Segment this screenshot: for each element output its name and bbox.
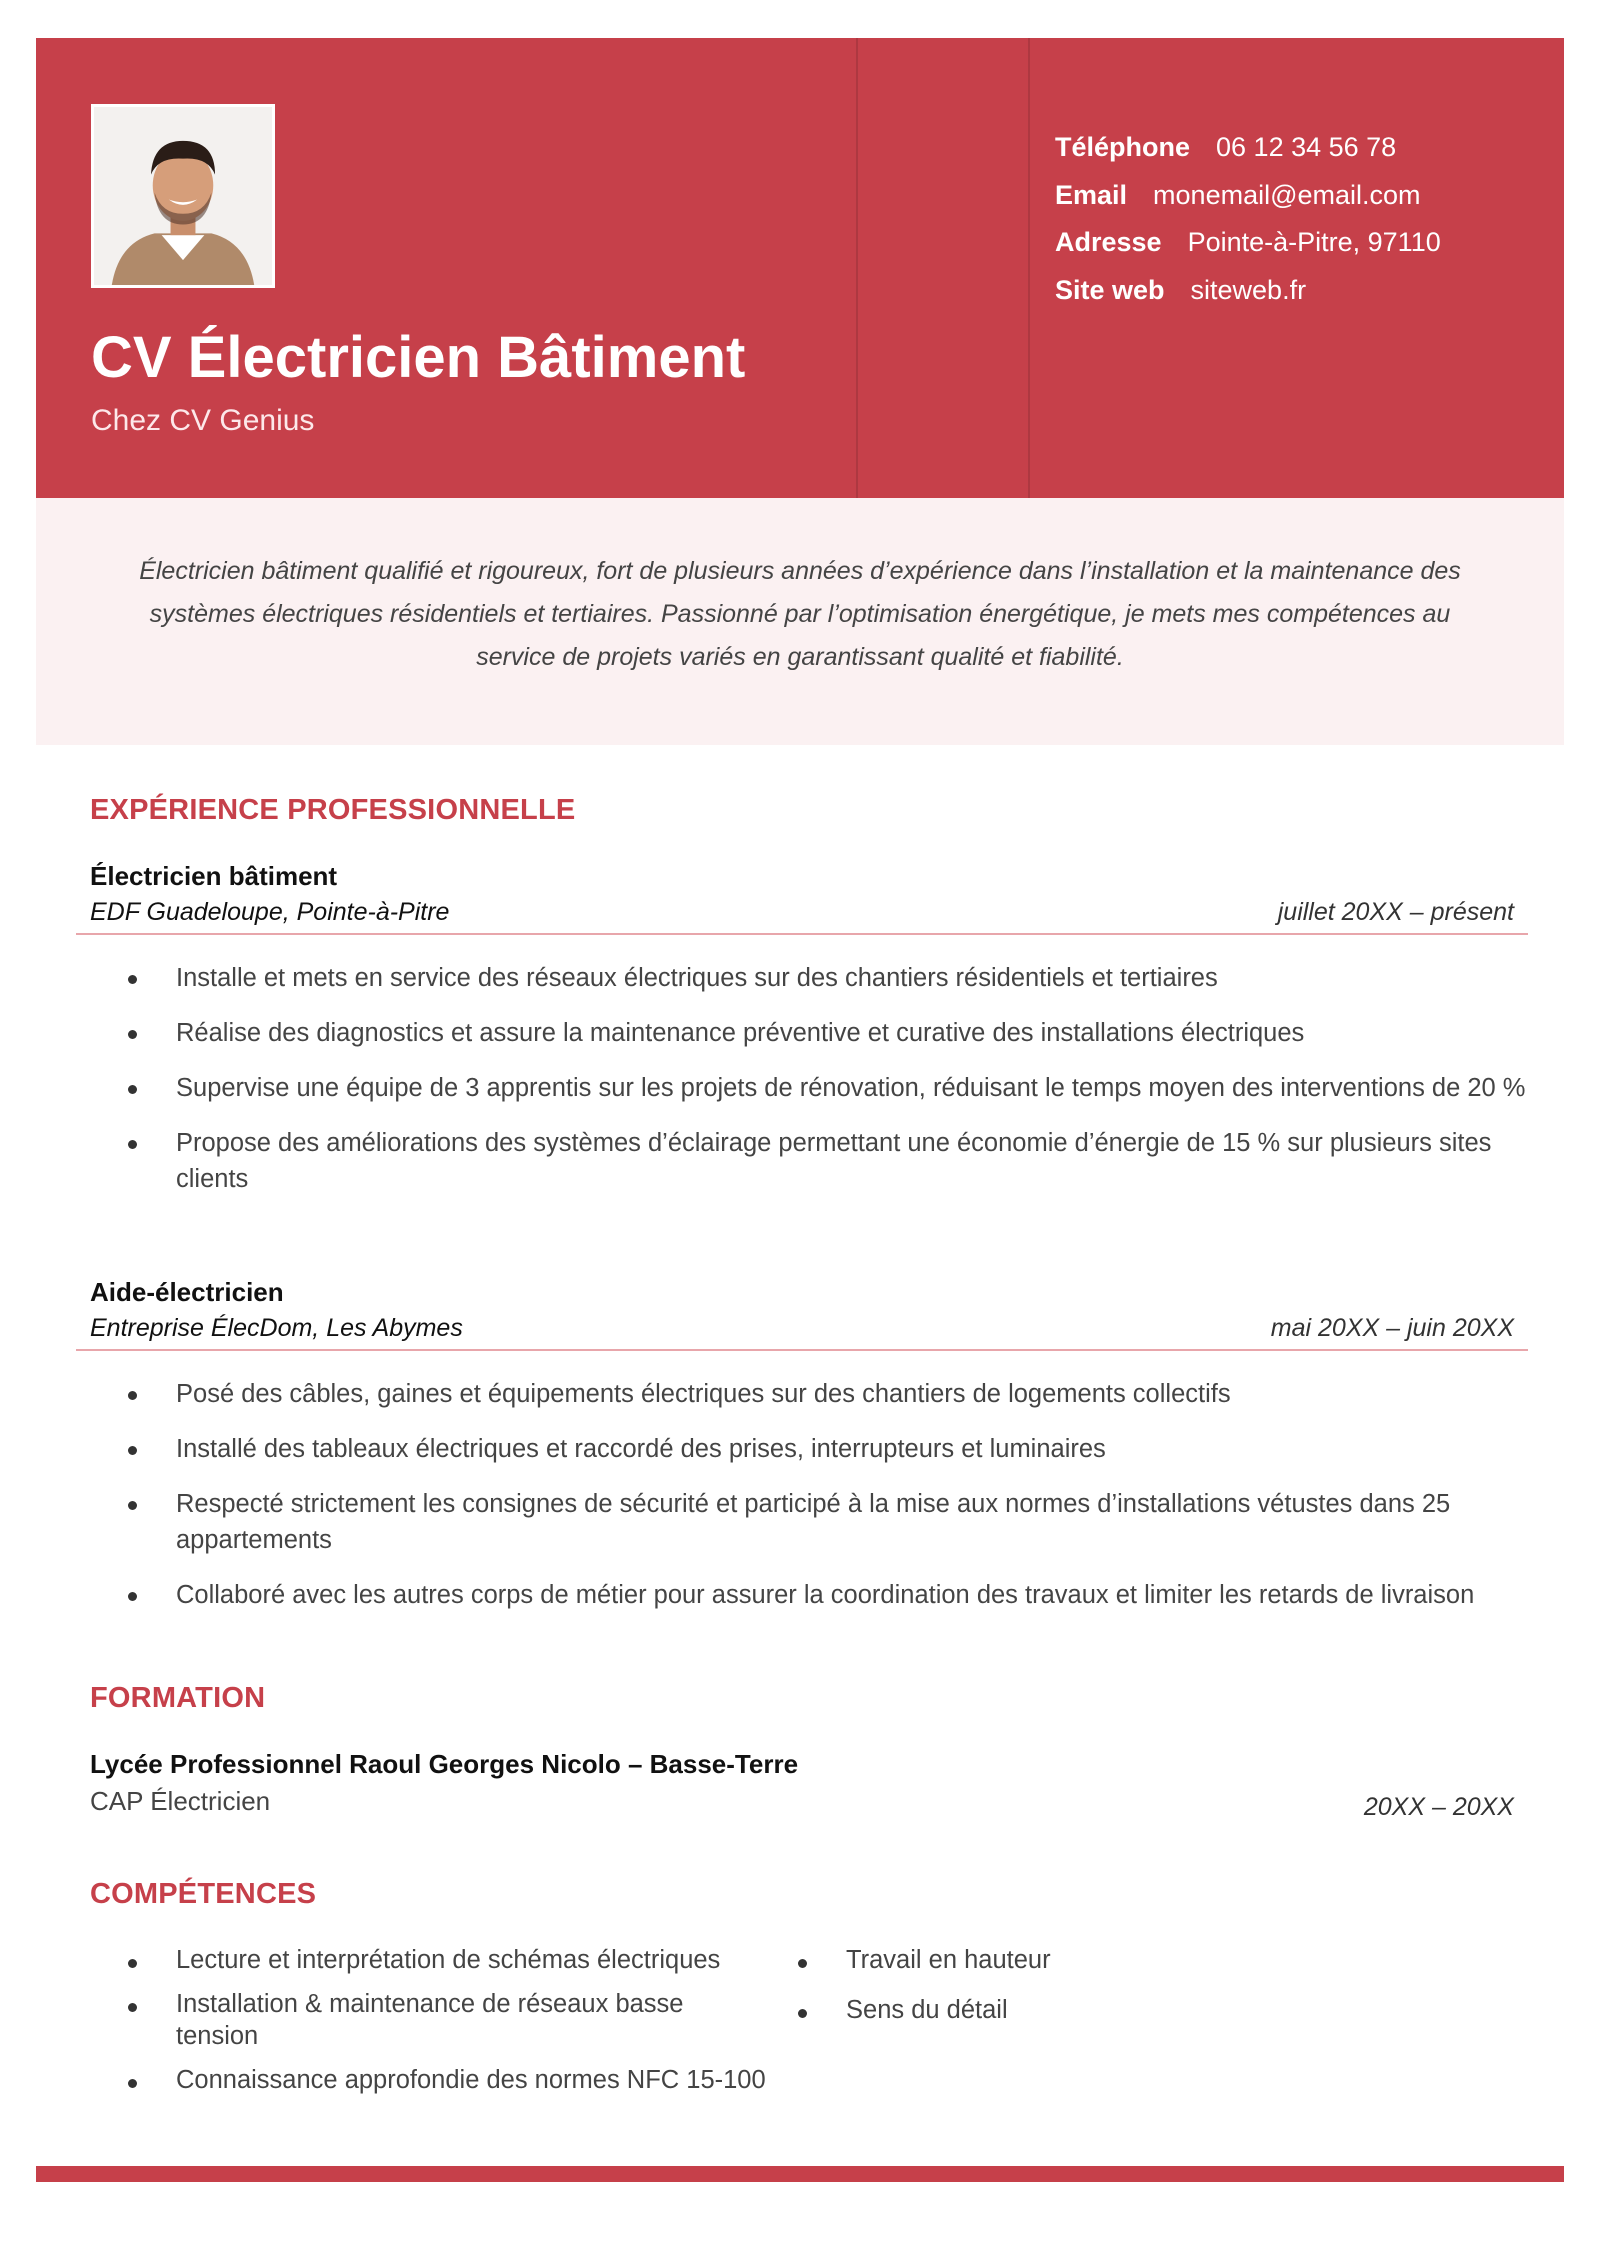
job-company: Entreprise ÉlecDom, Les Abymes (90, 1314, 463, 1342)
contact-label: Adresse (1055, 227, 1162, 257)
job-title: Électricien bâtiment (90, 861, 338, 891)
phone-value[interactable]: 06 12 34 56 78 (1216, 132, 1397, 162)
contact-website (1055, 275, 1441, 323)
job-bullets (128, 1376, 1548, 1632)
skills-list-right (798, 1944, 1398, 2044)
header-divider (856, 38, 858, 498)
header-divider (1028, 38, 1030, 498)
list-item: Respecté strictement les consignes de sécurité et participé à la mise aux normes d’installations vétustes dans 25 appartements (128, 1486, 1548, 1558)
list-item: Posé des câbles, gaines et équipements électriques sur des chantiers de logements collectifs (128, 1376, 1548, 1412)
summary-block (36, 498, 1564, 745)
list-item: Installe et mets en service des réseaux électriques sur des chantiers résidentiels et tertiaires (128, 960, 1548, 996)
contact-phone (1055, 132, 1441, 180)
contact-label: Email (1055, 179, 1128, 210)
job-company: EDF Guadeloupe, Pointe-à-Pitre (90, 898, 450, 926)
list-item: Sens du détail (798, 1994, 1398, 2026)
skills-list-left (128, 1944, 768, 2108)
section-heading-skills: COMPÉTENCES (90, 1878, 317, 1910)
contact-label: Téléphone (1055, 132, 1191, 162)
job-divider (76, 933, 1528, 935)
degree-name: CAP Électricien (90, 1786, 271, 1816)
job-dates: mai 20XX – juin 20XX (1270, 1314, 1514, 1342)
school-name: Lycée Professionnel Raoul Georges Nicolo – Basse-Terre (90, 1749, 799, 1779)
contact-address (1055, 227, 1441, 275)
job-divider (76, 1349, 1528, 1351)
list-item: Supervise une équipe de 3 apprentis sur les projets de rénovation, réduisant le temps moyen des interventions de 20 % (128, 1070, 1548, 1106)
page-subtitle: Chez CV Genius (91, 404, 315, 437)
profile-photo (91, 104, 275, 288)
website-value[interactable]: siteweb.fr (1190, 274, 1307, 305)
contact-info (1055, 132, 1441, 322)
list-item: Collaboré avec les autres corps de métier pour assurer la coordination des travaux et limiter les retards de livraison (128, 1577, 1548, 1613)
header-banner (36, 38, 1564, 498)
list-item: Propose des améliorations des systèmes d’éclairage permettant une économie d’énergie de 15 % sur plusieurs sites clients (128, 1125, 1548, 1197)
list-item: Connaissance approfondie des normes NFC 15-100 (128, 2064, 768, 2096)
list-item: Travail en hauteur (798, 1944, 1398, 1976)
contact-label: Site web (1055, 274, 1165, 305)
list-item: Réalise des diagnostics et assure la maintenance préventive et curative des installations électriques (128, 1015, 1548, 1051)
section-heading-experience: EXPÉRIENCE PROFESSIONNELLE (90, 794, 576, 826)
list-item: Installation & maintenance de réseaux basse tension (128, 1988, 768, 2052)
contact-email (1055, 180, 1441, 228)
list-item: Lecture et interprétation de schémas électriques (128, 1944, 768, 1976)
address-value: Pointe-à-Pitre, 97110 (1187, 227, 1441, 257)
page-title: CV Électricien Bâtiment (91, 325, 746, 390)
footer-bar (36, 2166, 1564, 2182)
job-title: Aide-électricien (90, 1277, 284, 1307)
summary-text: Électricien bâtiment qualifié et rigoureux, fort de plusieurs années d’expérience dans l’installation et la maintenance des systèmes électriques résidentiels et tertiaires. Passionné par l’optimisation énergétique, je mets mes compétences au service de projets variés en garantissant qualité et fiabilité. (139, 557, 1461, 671)
avatar-icon (94, 107, 272, 285)
job-dates: juillet 20XX – présent (1277, 898, 1514, 926)
email-value[interactable]: monemail@email.com (1153, 179, 1421, 210)
job-bullets (128, 960, 1548, 1216)
section-heading-education: FORMATION (90, 1682, 266, 1714)
education-dates: 20XX – 20XX (1363, 1793, 1514, 1821)
list-item: Installé des tableaux électriques et raccordé des prises, interrupteurs et luminaires (128, 1431, 1548, 1467)
